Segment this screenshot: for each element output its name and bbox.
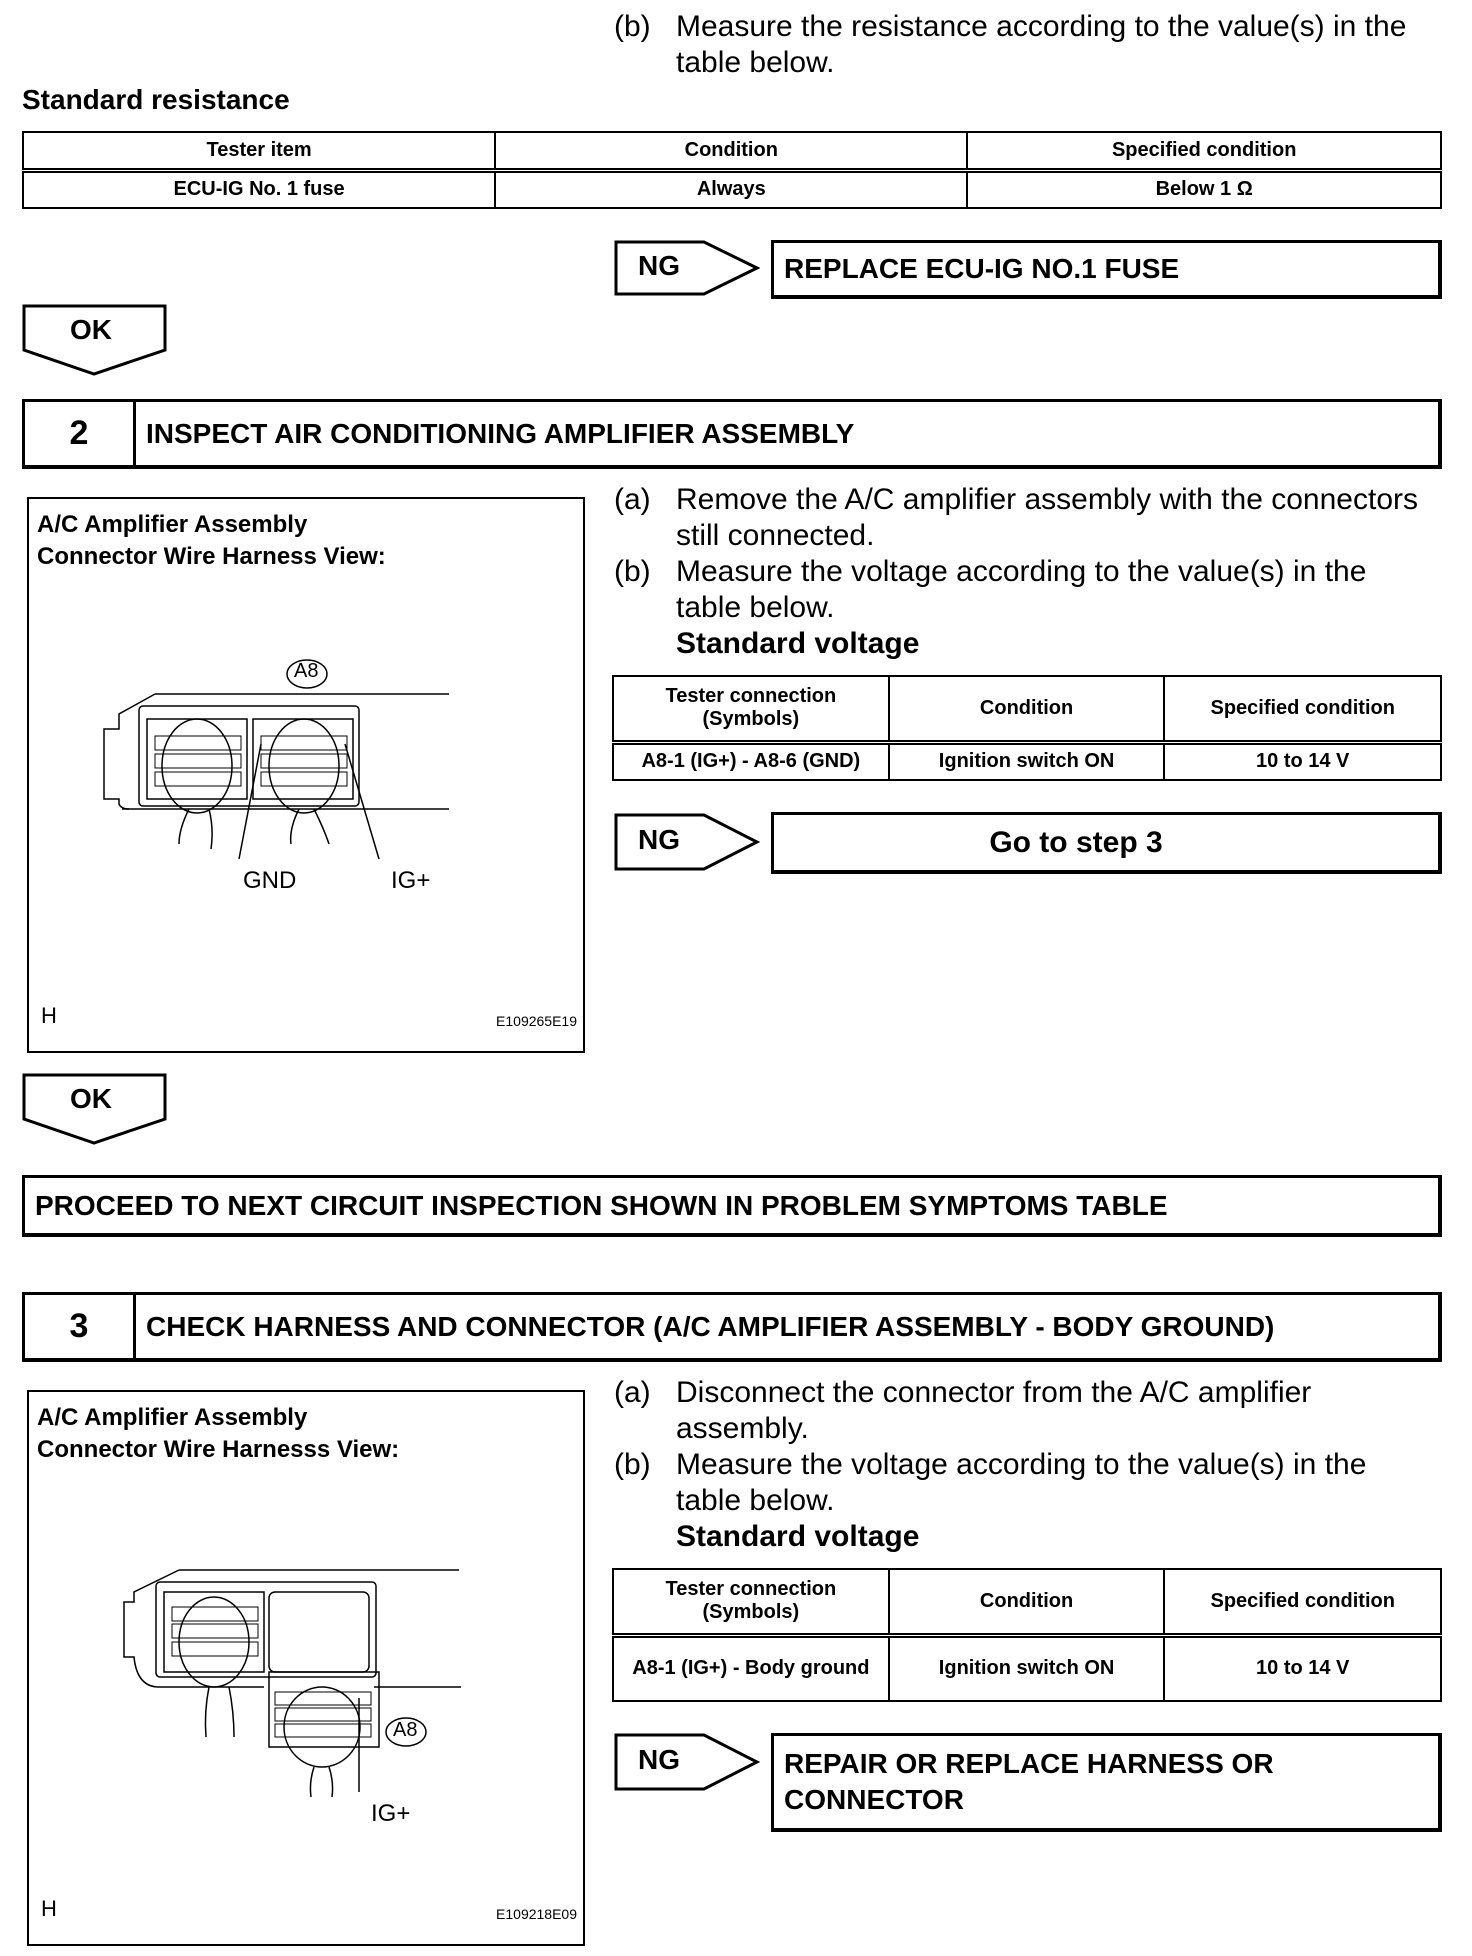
step-b-text: Measure the voltage according to the value(s) in the (676, 1448, 1367, 1481)
connector-figure (27, 1390, 585, 1946)
standard-voltage-table (612, 1568, 1442, 1702)
caption-line: A/C Amplifier Assembly (37, 1404, 308, 1431)
table-header: Tester item (23, 132, 495, 170)
table-cell: ECU-IG No. 1 fuse (23, 170, 495, 208)
standard-voltage-table (612, 675, 1442, 781)
step-b-label: (b) (614, 555, 651, 588)
table-header: Tester connection (Symbols) (613, 1569, 889, 1635)
ng-action (784, 1746, 1274, 1818)
step-b-text: Measure the voltage according to the value(s) in the (676, 555, 1367, 588)
table-header: Condition (889, 1569, 1165, 1635)
connector-drawing (29, 1392, 587, 1948)
table-header: Specified condition (967, 132, 1441, 170)
ng-label: NG (638, 824, 680, 855)
figure-corner-mark: H (41, 1896, 57, 1921)
ng-action-line: CONNECTOR (784, 1784, 964, 1815)
table-row (613, 1635, 1441, 1701)
figure-code: E109265E19 (496, 1013, 577, 1029)
proceed-text: PROCEED TO NEXT CIRCUIT INSPECTION SHOWN IN PROBLEM SYMPTOMS TABLE (35, 1190, 1168, 1221)
connector-id: A8 (294, 660, 319, 682)
ng-action: REPLACE ECU-IG NO.1 FUSE (784, 253, 1180, 284)
ng-arrow-icon (614, 1733, 760, 1791)
figure-corner-mark: H (41, 1003, 57, 1028)
figure-code: E109218E09 (496, 1906, 577, 1922)
connector-drawing (29, 499, 587, 1055)
step-a-text: Disconnect the connector from the A/C amplifier (676, 1376, 1312, 1409)
standard-resistance-table (22, 131, 1442, 209)
step-number: 3 (25, 1295, 136, 1358)
ok-label: OK (70, 314, 112, 345)
step-title: INSPECT AIR CONDITIONING AMPLIFIER ASSEMBLY (146, 417, 855, 449)
step-2-header (22, 399, 1442, 469)
ng-arrow (614, 1733, 760, 1791)
table-title: Standard voltage (676, 627, 920, 660)
ok-arrow (22, 1073, 168, 1145)
table-title: Standard resistance (22, 84, 290, 115)
ng-action-box (771, 240, 1442, 299)
step-3-header (22, 1292, 1442, 1362)
go-to-step-3-link[interactable]: Go to step 3 (989, 825, 1163, 859)
step-b-label: (b) (614, 1448, 651, 1481)
ig-label: IG+ (391, 867, 431, 894)
step-a-text-cont: assembly. (676, 1412, 809, 1445)
ng-action-box (771, 1733, 1442, 1832)
table-cell: Ignition switch ON (889, 1635, 1165, 1701)
step-b-text-cont: table below. (676, 591, 835, 624)
table-header: Specified condition (1164, 1569, 1441, 1635)
table-cell: Below 1 Ω (967, 170, 1441, 208)
caption-line: Connector Wire Harness View: (37, 543, 386, 570)
table-cell: A8-1 (IG+) - A8-6 (GND) (613, 742, 889, 780)
ng-arrow-icon (614, 240, 760, 296)
gnd-label: GND (243, 867, 297, 894)
step-b-text: Measure the resistance according to the value(s) in the (676, 10, 1407, 43)
table-header: Condition (889, 676, 1165, 742)
ok-label: OK (70, 1083, 112, 1114)
proceed-box (22, 1175, 1442, 1237)
table-cell: 10 to 14 V (1164, 1635, 1441, 1701)
table-row (23, 170, 1441, 208)
ng-action-line: REPAIR OR REPLACE HARNESS OR (784, 1748, 1274, 1779)
ng-label: NG (638, 250, 680, 281)
step-a-text: Remove the A/C amplifier assembly with the connectors (676, 483, 1418, 516)
connector-figure (27, 497, 585, 1053)
caption-line: Connector Wire Harnesss View: (37, 1436, 400, 1463)
ok-arrow (22, 304, 168, 376)
table-header: Condition (495, 132, 967, 170)
table-title: Standard voltage (676, 1520, 920, 1553)
step-title: CHECK HARNESS AND CONNECTOR (A/C AMPLIFIER ASSEMBLY - BODY GROUND) (146, 1310, 1275, 1342)
step-b-label: (b) (614, 10, 651, 43)
ng-label: NG (638, 1744, 680, 1775)
step-a-label: (a) (614, 483, 651, 516)
ig-label: IG+ (371, 1800, 411, 1827)
table-row (613, 742, 1441, 780)
table-cell: 10 to 14 V (1164, 742, 1441, 780)
table-cell: A8-1 (IG+) - Body ground (613, 1635, 889, 1701)
ng-arrow (614, 813, 760, 871)
ng-arrow-icon (614, 813, 760, 871)
step-number: 2 (25, 402, 136, 465)
caption-line: A/C Amplifier Assembly (37, 511, 308, 538)
table-cell: Always (495, 170, 967, 208)
table-header: Tester connection (Symbols) (613, 676, 889, 742)
step-b-text-cont: table below. (676, 46, 835, 79)
ng-arrow (614, 240, 760, 296)
table-header: Specified condition (1164, 676, 1441, 742)
table-cell: Ignition switch ON (889, 742, 1165, 780)
step-a-text-cont: still connected. (676, 519, 875, 552)
connector-id: A8 (393, 1719, 418, 1741)
ng-action-box[interactable] (771, 812, 1442, 874)
step-b-text-cont: table below. (676, 1484, 835, 1517)
step-a-label: (a) (614, 1376, 651, 1409)
